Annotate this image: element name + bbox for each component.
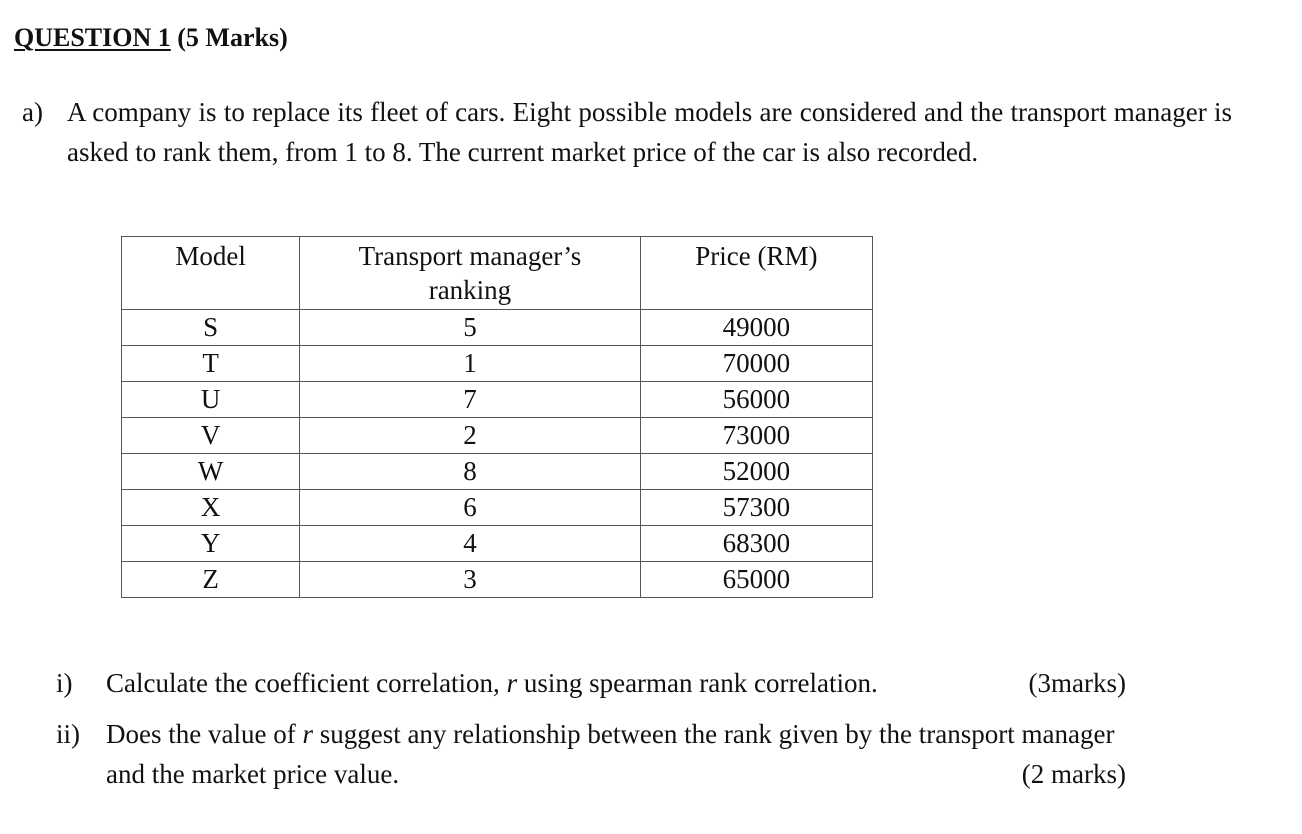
table-row	[122, 562, 873, 598]
cell-rank: 8	[300, 454, 640, 490]
table-row	[122, 346, 873, 382]
table-row	[122, 310, 873, 346]
variable-r: r	[506, 668, 518, 698]
cell-model: X	[122, 490, 300, 526]
sub-question-i	[56, 663, 1126, 703]
cell-model: T	[122, 346, 300, 382]
car-model-table	[121, 236, 873, 598]
cell-model: Y	[122, 526, 300, 562]
sub-question-text-part: Does the value of	[106, 719, 303, 749]
part-a-label: a)	[22, 97, 43, 127]
header-ranking-text: Transport manager’s ranking	[358, 241, 582, 305]
table-row	[122, 490, 873, 526]
header-price: Price (RM)	[640, 237, 872, 310]
cell-rank: 5	[300, 310, 640, 346]
header-ranking	[300, 237, 640, 310]
cell-model: Z	[122, 562, 300, 598]
variable-r: r	[302, 719, 313, 749]
sub-question-text-part: suggest any relationship between the rank given by the transport manager and the market price value.	[106, 719, 1115, 789]
cell-model: S	[122, 310, 300, 346]
sub-question-number: i)	[56, 668, 73, 698]
cell-rank: 6	[300, 490, 640, 526]
header-model: Model	[122, 237, 300, 310]
question-heading	[14, 22, 288, 54]
cell-price: 73000	[640, 418, 872, 454]
cell-model: U	[122, 382, 300, 418]
cell-price: 68300	[640, 526, 872, 562]
sub-question-text	[106, 714, 1126, 794]
sub-question-text-part: Calculate the coefficient correlation,	[106, 668, 507, 698]
cell-rank: 4	[300, 526, 640, 562]
part-a	[22, 92, 1232, 172]
table-row	[122, 418, 873, 454]
question-number: QUESTION 1	[14, 23, 171, 52]
cell-price: 49000	[640, 310, 872, 346]
question-marks: (5 Marks)	[170, 23, 288, 52]
cell-rank: 2	[300, 418, 640, 454]
cell-price: 70000	[640, 346, 872, 382]
cell-model: V	[122, 418, 300, 454]
table-row	[122, 454, 873, 490]
sub-question-text	[106, 663, 1126, 703]
table-row	[122, 526, 873, 562]
sub-question-marks: (3marks)	[1028, 668, 1126, 698]
cell-rank: 1	[300, 346, 640, 382]
cell-price: 52000	[640, 454, 872, 490]
cell-model: W	[122, 454, 300, 490]
sub-question-number: ii)	[56, 719, 80, 749]
sub-question-text-part: using spearman rank correlation.	[517, 668, 878, 698]
table-header-row	[122, 237, 873, 310]
sub-question-ii	[56, 714, 1126, 794]
table-row	[122, 382, 873, 418]
cell-price: 65000	[640, 562, 872, 598]
cell-price: 56000	[640, 382, 872, 418]
cell-rank: 3	[300, 562, 640, 598]
cell-price: 57300	[640, 490, 872, 526]
part-a-text: A company is to replace its fleet of cars. Eight possible models are considered and the transport manager is asked to rank them, from 1 to 8. The current market price of the car is also recorded.	[67, 97, 1232, 167]
sub-question-marks: (2 marks)	[1021, 759, 1126, 789]
cell-rank: 7	[300, 382, 640, 418]
